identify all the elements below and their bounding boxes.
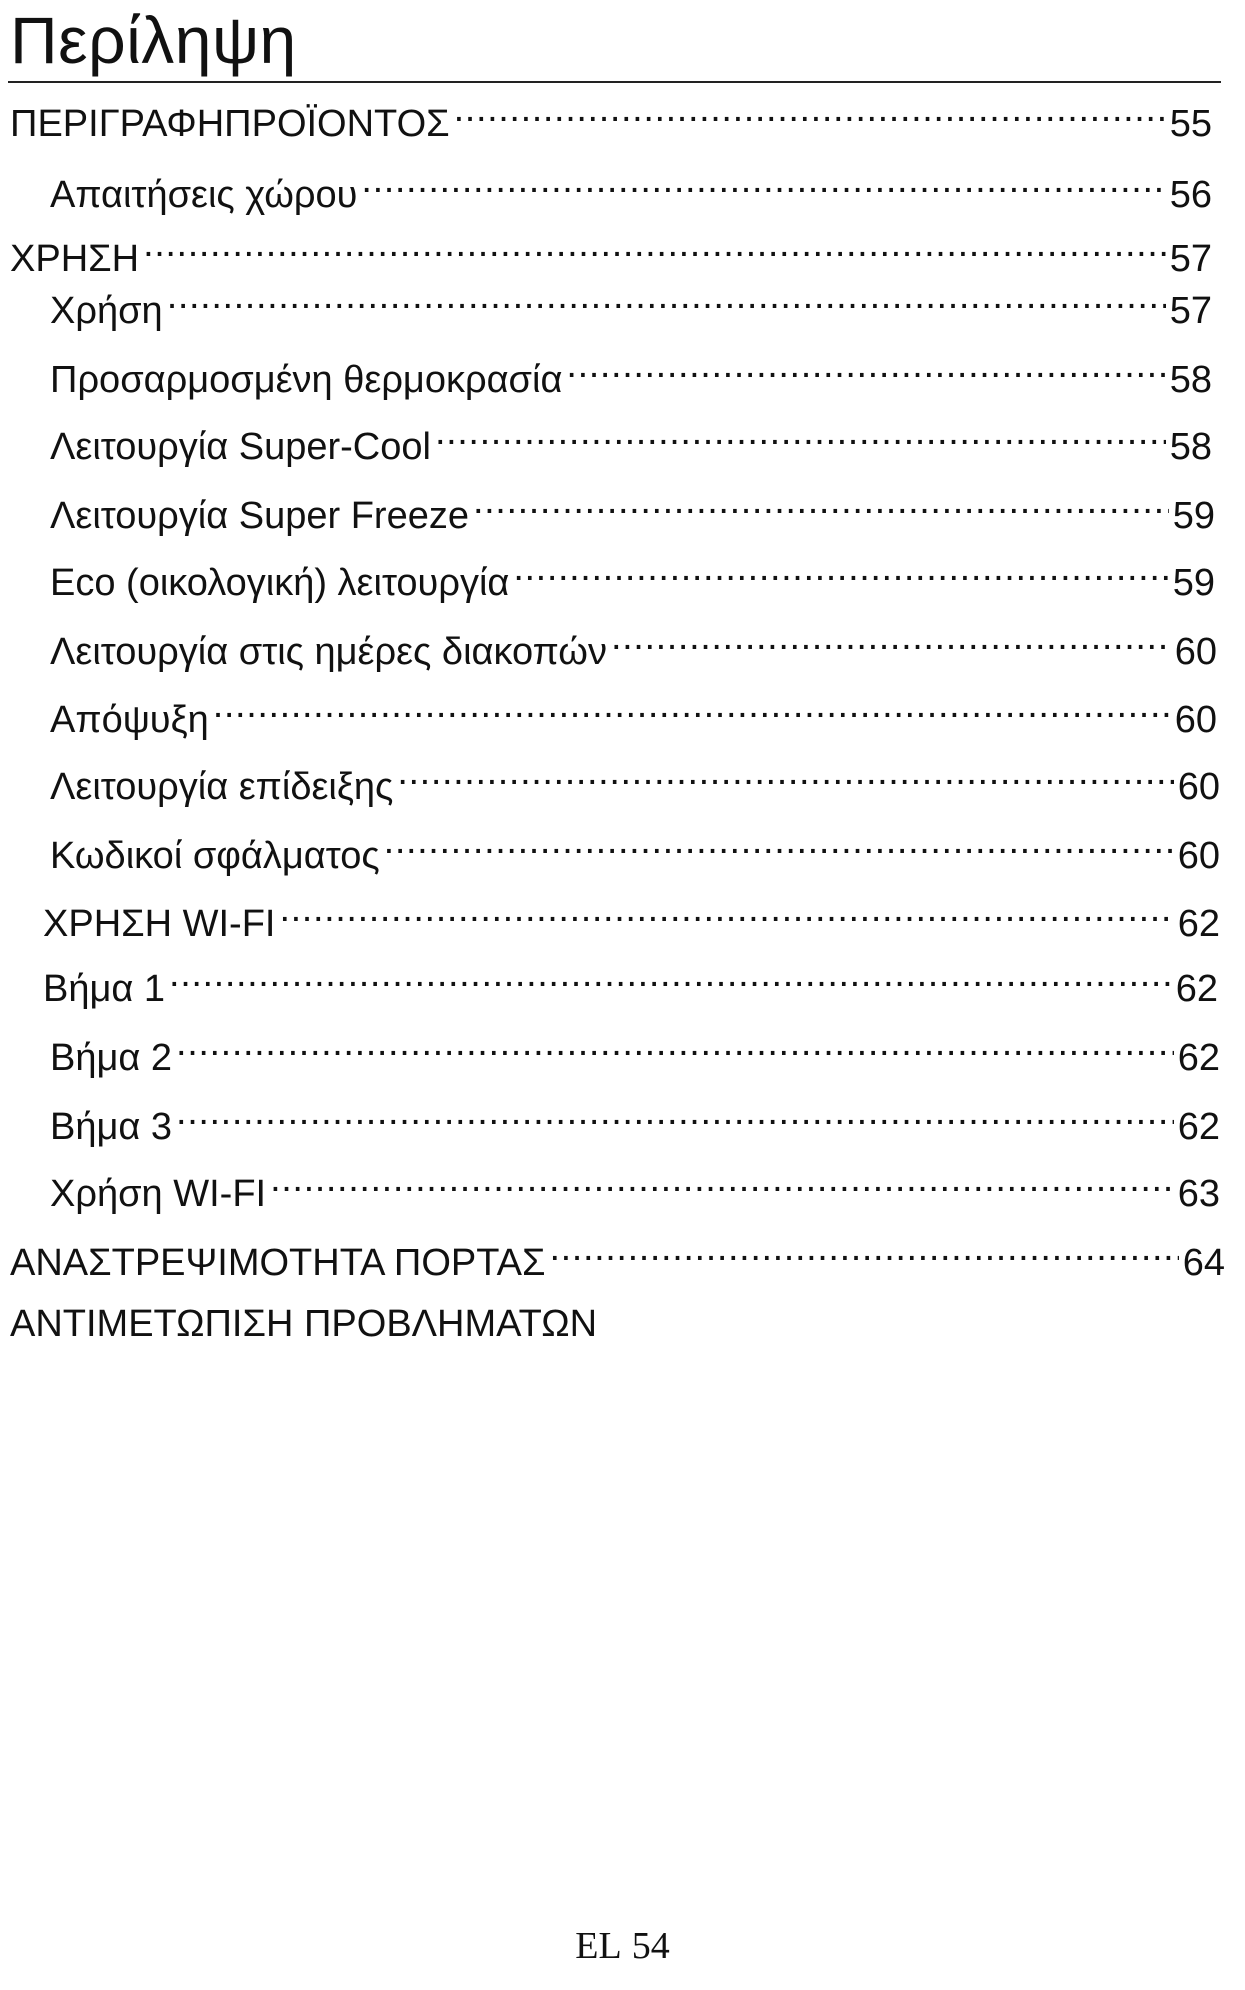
toc-entry[interactable] <box>50 688 1217 742</box>
title-divider <box>8 81 1221 83</box>
toc-leader-dots <box>473 484 1169 528</box>
toc-entry[interactable] <box>43 957 1218 1011</box>
toc-leader-dots <box>361 163 1165 207</box>
toc-entry-label: ΑΝΤΙΜΕΤΩΠΙΣΗ ΠΡΟΒΛΗΜΑΤΩΝ <box>10 1303 598 1345</box>
toc-entry[interactable] <box>50 824 1220 878</box>
toc-entry[interactable] <box>50 484 1215 538</box>
toc-entry-label: Λειτουργία επίδειξης <box>50 766 394 808</box>
toc-leader-dots <box>384 824 1174 868</box>
toc-entry[interactable] <box>50 755 1220 809</box>
toc-entry[interactable] <box>10 1302 810 1346</box>
toc-entry-label: Βήμα 2 <box>50 1037 173 1079</box>
toc-entry-page: 58 <box>1169 426 1212 468</box>
toc-entry-page: 63 <box>1177 1173 1220 1215</box>
toc-entry-page: 62 <box>1177 903 1220 945</box>
toc-entry[interactable] <box>50 551 1215 605</box>
toc-entry-page: 62 <box>1175 968 1218 1010</box>
toc-entry-label: Βήμα 1 <box>43 968 166 1010</box>
toc-entry[interactable] <box>50 1026 1220 1080</box>
toc-entry-label: Απόψυξη <box>50 699 209 741</box>
toc-leader-dots <box>435 415 1166 459</box>
toc-entry-page: 58 <box>1169 359 1212 401</box>
toc-leader-dots <box>169 957 1172 1001</box>
page-footer <box>0 1924 1245 1968</box>
toc-entry-page: 62 <box>1177 1037 1220 1079</box>
toc-entry-page: 60 <box>1177 835 1220 877</box>
toc-entry-label: Λειτουργία στις ημέρες διακοπών <box>50 631 607 673</box>
toc-entry[interactable] <box>50 163 1212 217</box>
toc-entry-page: 60 <box>1174 699 1217 741</box>
toc-entry-page: 60 <box>1177 766 1220 808</box>
toc-entry-label: ΧΡΗΣΗ <box>10 238 140 280</box>
toc-leader-dots <box>454 92 1166 136</box>
toc-entry-label: ΧΡΗΣΗ WI-FI <box>43 903 276 945</box>
toc-entry-label: Χρήση WI-FI <box>50 1173 267 1215</box>
toc-leader-dots <box>279 892 1173 936</box>
toc-entry-page: 55 <box>1169 103 1212 145</box>
toc-entry-label: Απαιτήσεις χώρου <box>50 174 358 216</box>
toc-entry-page: 60 <box>1174 631 1217 673</box>
footer-page-number: 54 <box>631 1925 670 1967</box>
toc-leader-dots <box>549 1231 1178 1275</box>
toc-leader-dots <box>167 279 1166 323</box>
toc-entry[interactable] <box>50 1162 1220 1216</box>
toc-entry-label: Eco (οικολογική) λειτουργία <box>50 562 510 604</box>
toc-entry-page: 59 <box>1172 562 1215 604</box>
toc-entry-label: Χρήση <box>50 290 163 332</box>
toc-entry[interactable] <box>10 227 1212 281</box>
toc-leader-dots <box>176 1095 1174 1139</box>
toc-entry[interactable] <box>10 92 1212 146</box>
toc-leader-dots <box>213 688 1171 732</box>
toc-leader-dots <box>270 1162 1174 1206</box>
toc-entry[interactable] <box>50 279 1212 333</box>
toc-entry-page: 64 <box>1182 1242 1225 1284</box>
toc-entry-page: 57 <box>1169 290 1212 332</box>
footer-language-code: EL <box>575 1925 622 1967</box>
toc-leader-dots <box>397 755 1173 799</box>
toc-leader-dots <box>611 620 1171 664</box>
toc-entry-label: ΑΝΑΣΤΡΕΨΙΜΟΤΗΤΑ ΠΟΡΤΑΣ <box>10 1242 546 1284</box>
page-title: Περίληψη <box>10 3 297 77</box>
toc-entry-label: Βήμα 3 <box>50 1106 173 1148</box>
toc-entry-page: 56 <box>1169 174 1212 216</box>
toc-entry[interactable] <box>50 1095 1220 1149</box>
toc-leader-dots <box>566 348 1165 392</box>
toc-entry-label: Κωδικοί σφάλματος <box>50 835 380 877</box>
toc-leader-dots <box>143 227 1166 271</box>
toc-leader-dots <box>176 1026 1174 1070</box>
toc-entry-page: 57 <box>1169 238 1212 280</box>
toc-entry[interactable] <box>50 415 1212 469</box>
toc-entry-page: 62 <box>1177 1106 1220 1148</box>
toc-entry-label: ΠΕΡΙΓΡΑΦΗΠΡΟΪΟΝΤΟΣ <box>10 103 450 145</box>
toc-leader-dots <box>513 551 1168 595</box>
toc-entry-page: 59 <box>1172 495 1215 537</box>
toc-entry[interactable] <box>43 892 1220 946</box>
toc-entry-label: Λειτουργία Super-Cool <box>50 426 431 468</box>
toc-entry-label: Λειτουργία Super Freeze <box>50 495 469 537</box>
toc-entry[interactable] <box>50 620 1217 674</box>
toc-entry[interactable] <box>50 348 1212 402</box>
toc-entry[interactable] <box>10 1231 1225 1285</box>
toc-entry-label: Προσαρμοσμένη θερμοκρασία <box>50 359 563 401</box>
